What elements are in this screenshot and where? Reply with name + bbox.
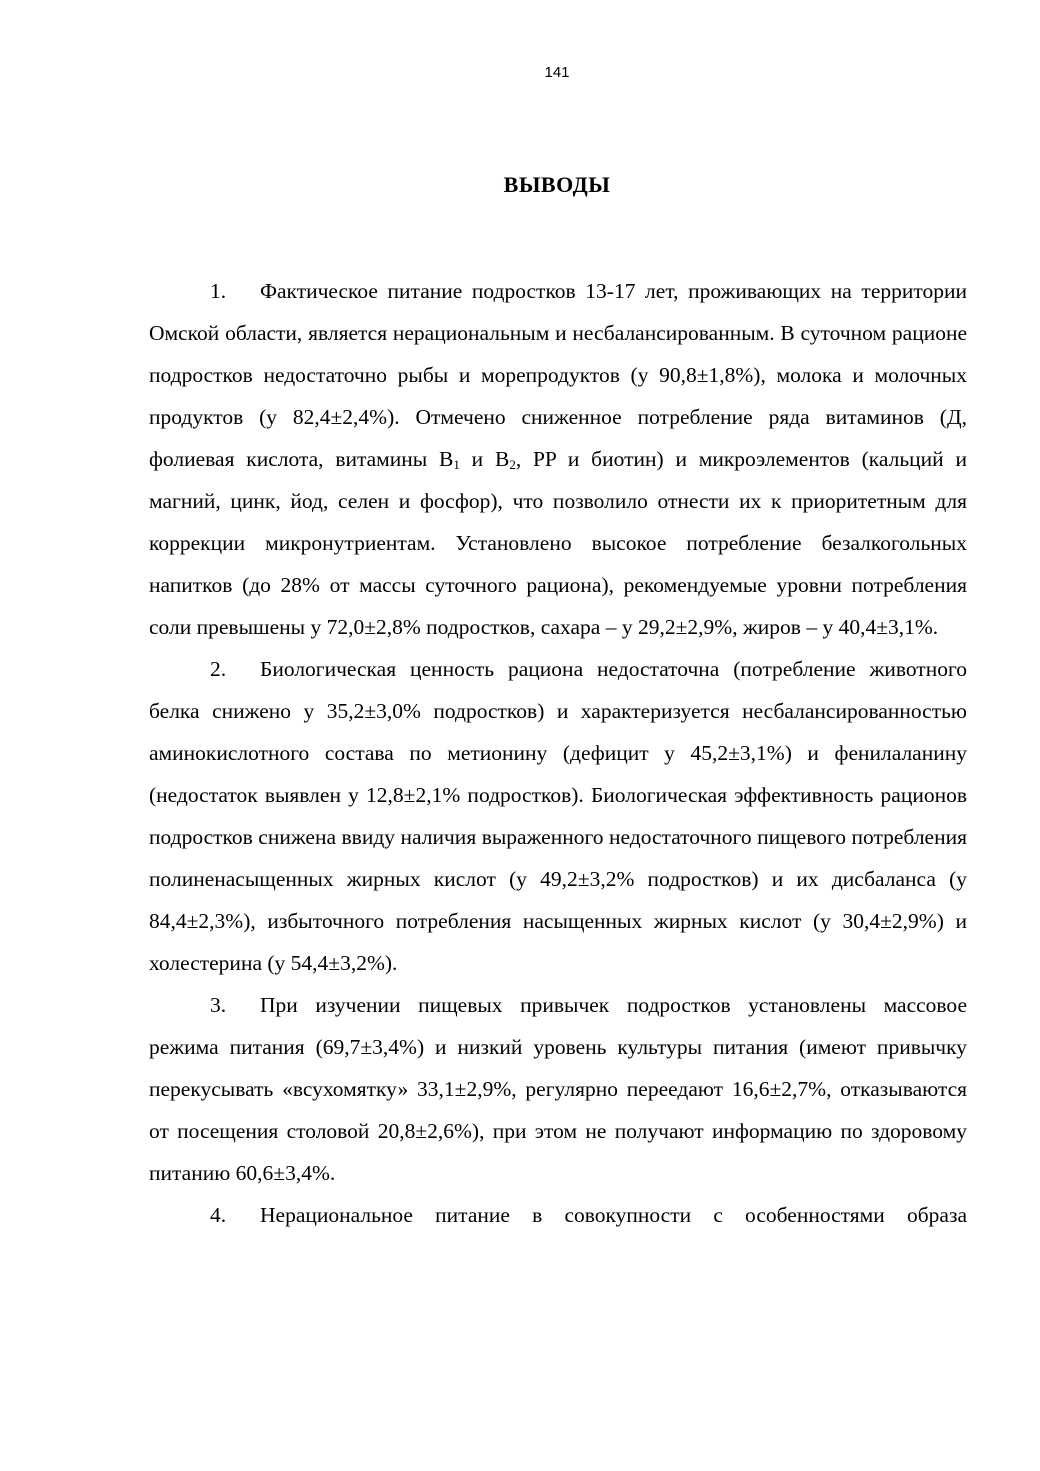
conclusion-text: и B [459, 447, 510, 471]
conclusion-item-4 [149, 1194, 967, 1236]
conclusion-number: 4. [210, 1203, 227, 1227]
conclusion-number: 1. [210, 279, 227, 303]
subscript: 2 [509, 457, 516, 472]
conclusion-number: 3. [210, 993, 227, 1017]
page-number: 141 [544, 64, 570, 81]
conclusions-list [149, 270, 967, 1236]
subscript: 1 [453, 457, 460, 472]
conclusion-item-2 [149, 648, 967, 984]
conclusion-text: При изучении пищевых привычек подростков установлены массовое режима питания (69,7±3,4%) и низкий уровень культуры питания (имеют привычку перекусывать «всухомятку» 33,1±2,9%, регулярно переедают 16,6±2,7%, отказываются от посещения столовой 20,8±2,6%), при этом не получают информацию по здоровому питанию 60,6±3,4%. [149, 993, 967, 1185]
conclusion-text: Фактическое питание подростков 13-17 лет, проживающих на территории Омской области, является нерациональным и несбалансированным. В суточном рационе подростков недостаточно рыбы и морепродуктов (у 90,8±1,8%), молока и молочных продуктов (у 82,4±2,4%). Отмечено сниженное потребление ряда витаминов (Д, фолиевая кислота, витамины B [149, 279, 967, 471]
conclusion-number: 2. [210, 657, 227, 681]
conclusion-text: , PP и биотин) и микроэлементов (кальций и магний, цинк, йод, селен и фосфор), что позволило отнести их к приоритетным для коррекции микронутриентам. Установлено высокое потребление безалкогольных напитков (до 28% от массы суточного рациона), рекомендуемые уровни потребления соли превышены у 72,0±2,8% подростков, сахара – у 29,2±2,9%, жиров – у 40,4±3,1%. [149, 447, 967, 639]
conclusion-text: Биологическая ценность рациона недостаточна (потребление животного белка снижено у 35,2±3,0% подростков) и характеризуется несбалансированностью аминокислотного состава по метионину (дефицит у 45,2±3,1%) и фенилаланину (недостаток выявлен у 12,8±2,1% подростков). Биологическая эффективность рационов подростков снижена ввиду наличия выраженного недостаточного пищевого потребления полиненасыщенных жирных кислот (у 49,2±3,2% подростков) и их дисбаланса (у 84,4±2,3%), избыточного потребления насыщенных жирных кислот (у 30,4±2,9%) и холестерина (у 54,4±3,2%). [149, 657, 967, 975]
conclusion-text: Нерациональное питание в совокупности с особенностями образа [260, 1203, 967, 1227]
conclusion-item-3 [149, 984, 967, 1194]
section-heading: ВЫВОДЫ [503, 172, 611, 197]
conclusion-item-1 [149, 270, 967, 648]
